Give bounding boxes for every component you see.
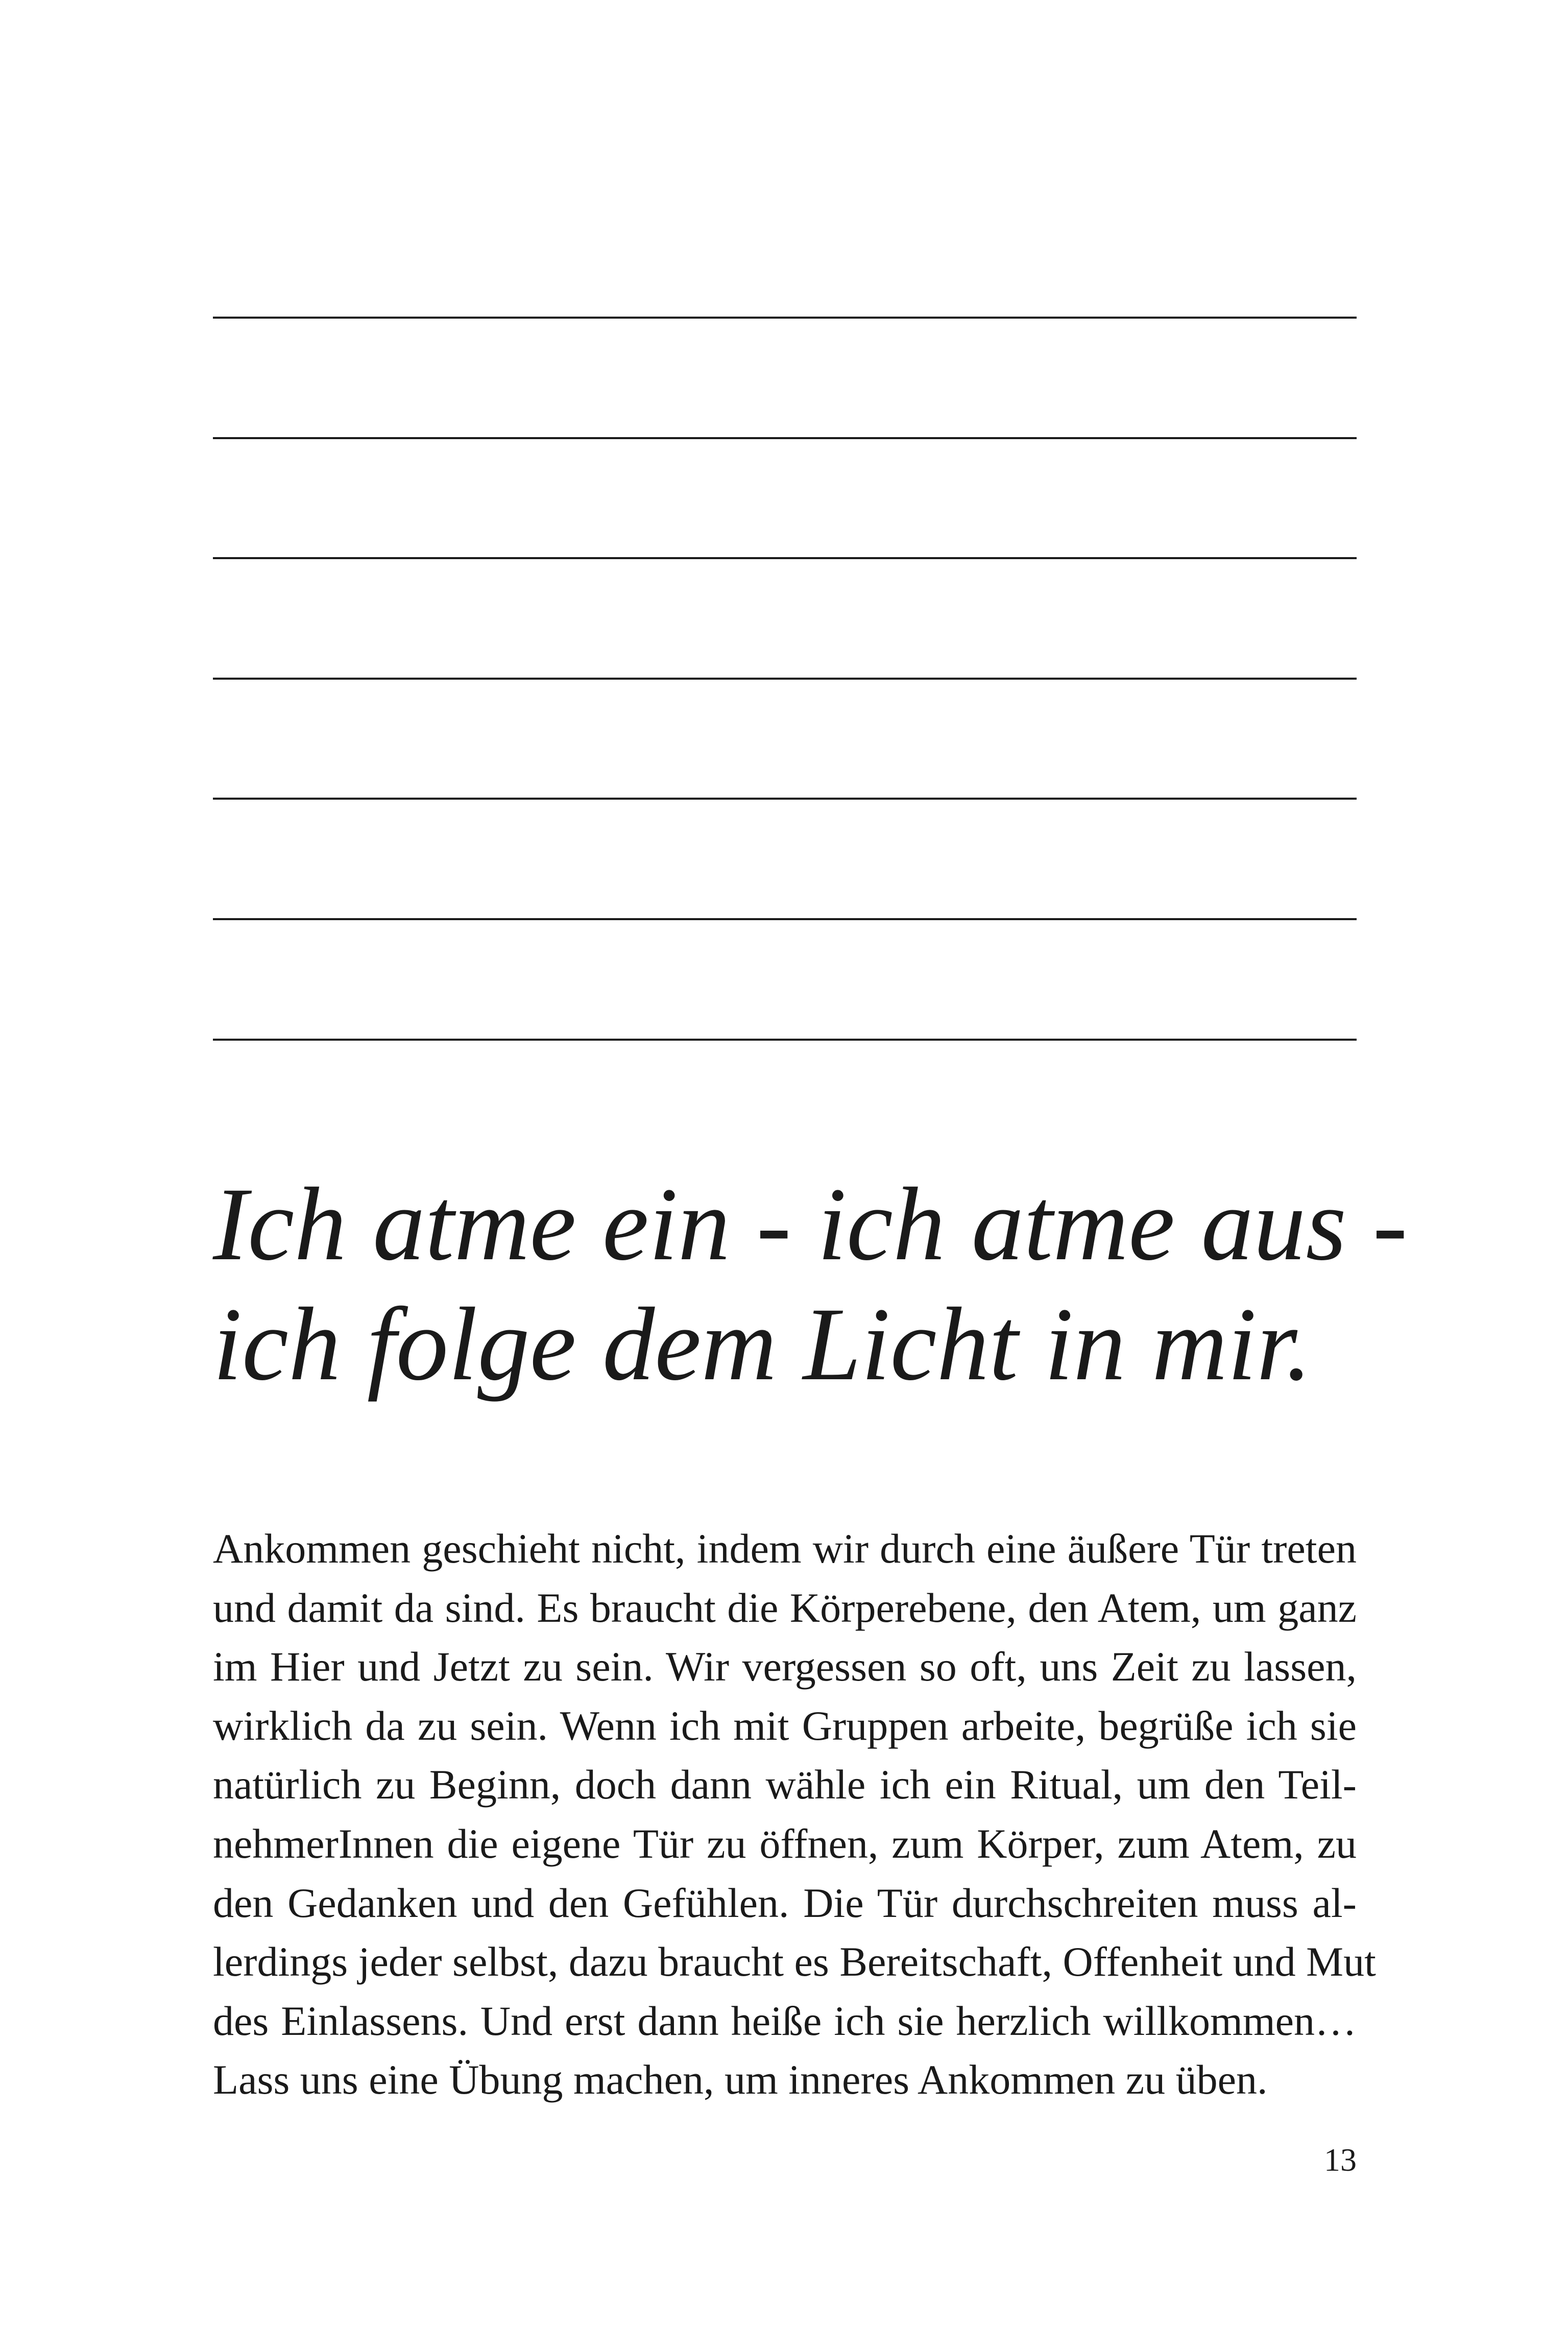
writing-line (213, 437, 1357, 439)
body-line: Ankommen geschieht nicht, indem wir durch eine äußere Tür treten (213, 1525, 1357, 1572)
body-line: wirklich da zu sein. Wenn ich mit Gruppen arbeite, begrüße ich sie (213, 1702, 1357, 1749)
body-line: natürlich zu Beginn, doch dann wähle ich ein Ritual, um den Teil- (213, 1761, 1357, 1808)
writing-line (213, 1039, 1357, 1041)
heading-line: ich folge dem Licht in mir. (213, 1286, 1312, 1402)
body-line: des Einlassens. Und erst dann heiße ich sie herzlich willkommen… (213, 1997, 1357, 2044)
body-paragraph (213, 1519, 1376, 2109)
writing-lines (213, 0, 1357, 1042)
heading-line: Ich atme ein - ich atme aus - (213, 1166, 1408, 1282)
writing-line (213, 798, 1357, 800)
page-heading (213, 1164, 1408, 1404)
body-line: den Gedanken und den Gefühlen. Die Tür durchschreiten muss al- (213, 1879, 1357, 1926)
writing-line (213, 557, 1357, 559)
body-line: im Hier und Jetzt zu sein. Wir vergessen so oft, uns Zeit zu lassen, (213, 1643, 1357, 1690)
writing-line (213, 918, 1357, 920)
body-line: Lass uns eine Übung machen, um inneres Ankommen zu üben. (213, 2056, 1268, 2103)
body-line: lerdings jeder selbst, dazu braucht es Bereitschaft, Offenheit und Mut (213, 1938, 1376, 1985)
body-line: nehmerInnen die eigene Tür zu öffnen, zum Körper, zum Atem, zu (213, 1820, 1357, 1867)
page-number: 13 (1324, 2142, 1357, 2178)
writing-line (213, 317, 1357, 319)
body-line: und damit da sind. Es braucht die Körperebene, den Atem, um ganz (213, 1584, 1357, 1631)
writing-line (213, 678, 1357, 680)
